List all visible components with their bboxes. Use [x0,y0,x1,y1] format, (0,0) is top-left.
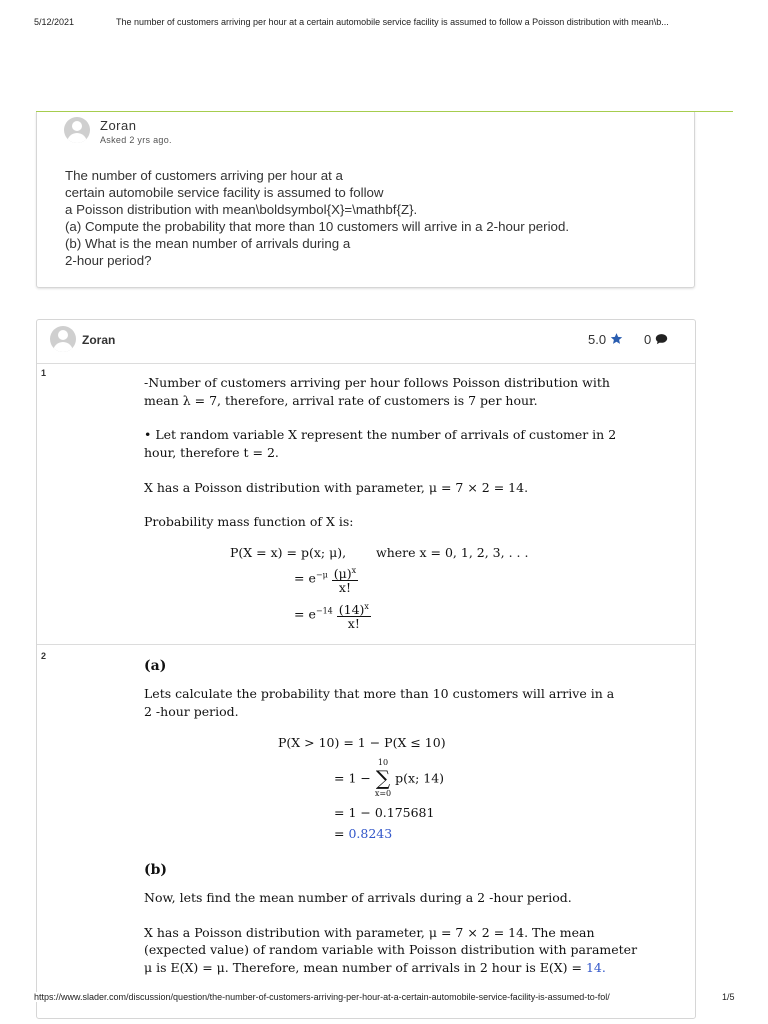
step1-text: • Let random variable X represent the number of arrivals of customer in 2 [144,427,617,442]
step1-text: Probability mass function of X is: [144,514,354,529]
question-text-line: (b) What is the mean number of arrivals during a [65,236,351,251]
page-counter: 1/5 [722,992,735,1002]
step1-text: -Number of customers arriving per hour follows Poisson distribution with [144,375,610,390]
pmf-equation: = $e^{-\mu}$ $\frac{(\mu)^x}{x!}$ [294,566,357,596]
probability-result: = 0.8243 [334,826,393,841]
step1-text: X has a Poisson distribution with parameter, μ = 7 × 2 = 14. [144,480,529,495]
question-text-line: a Poisson distribution with mean\boldsymbol{X}=\mathbf{Z}. [65,202,418,217]
step-number: 2 [41,651,47,661]
step2-text: Now, lets find the mean number of arrivals during a 2 -hour period. [144,890,572,905]
rating-display[interactable] [588,332,623,347]
question-text-line: (a) Compute the probability that more than 10 customers will arrive in a 2-hour period. [65,219,570,234]
print-date: 5/12/2021 [34,17,75,27]
page-url: https://www.slader.com/discussion/question/the-number-of-customers-arriving-per-hour-at-a-certain-automobile-service-facility-is-assumed-to-fol/ [34,992,610,1002]
pmf-equation: P(X = x) = p(x; μ), where x = 0, 1, 2, 3, . . . [230,545,529,560]
page-title: The number of customers arriving per hour at a certain automobile service facility is assumed to follow a Poisson distribution with mean\b... [116,17,669,27]
speech-bubble-icon [655,333,668,345]
mean-result: μ is E(X) = μ. Therefore, mean number of arrivals in 2 hour is E(X) = 14. [144,960,606,975]
step1-text: hour, therefore t = 2. [144,445,279,460]
part-b-heading: (b) [144,862,168,878]
comment-count: 0 [644,332,652,347]
step2-text: X has a Poisson distribution with parameter, μ = 7 × 2 = 14. The mean [144,925,595,940]
pmf-equation: = $e^{-14}$ $\frac{(14)^x}{x!}$ [294,602,369,632]
answer-card [36,319,696,1019]
step2-text: Lets calculate the probability that more than 10 customers will arrive in a [144,686,615,701]
step-divider [37,363,695,364]
step2-text: 2 -hour period. [144,704,239,719]
step1-text: mean λ = 7, therefore, arrival rate of customers is 7 per hour. [144,393,538,408]
question-text-line: certain automobile service facility is assumed to follow [65,185,384,200]
star-icon [610,332,623,345]
user-avatar-icon[interactable] [64,117,90,143]
step-number: 1 [41,368,47,378]
probability-equation: P(X > 10) = 1 − P(X ≤ 10) [278,735,446,750]
answer-author[interactable]: Zoran [82,333,116,347]
probability-equation: = 1 − 10 ∑ x=0 p(x; 14) [334,758,445,798]
comments-button[interactable] [644,332,668,347]
question-text-line: The number of customers arriving per hour at a [65,168,343,183]
step2-text: (expected value) of random variable with Poisson distribution with parameter [144,942,638,957]
rating-value: 5.0 [588,332,607,347]
probability-equation: = 1 − 0.175681 [334,805,435,820]
step-divider [37,644,695,645]
user-avatar-icon[interactable] [50,326,76,352]
part-a-heading: (a) [144,658,167,674]
question-timestamp: Asked 2 yrs ago. [100,135,172,145]
question-author[interactable]: Zoran [100,118,137,133]
question-text-line: 2-hour period? [65,253,152,268]
